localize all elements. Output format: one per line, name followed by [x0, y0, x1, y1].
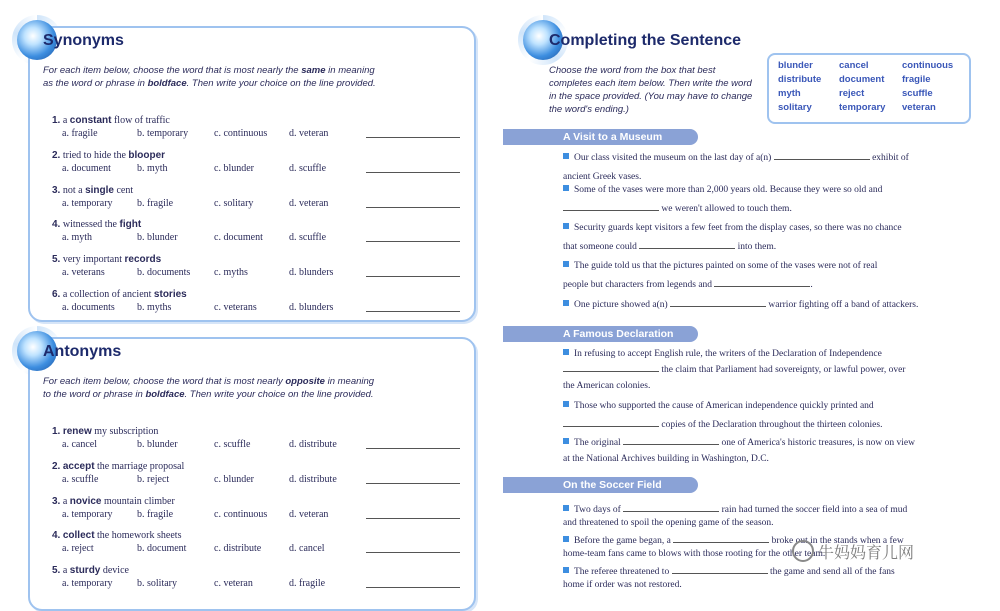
boldface-word: collect [62, 530, 95, 542]
bullet-square-icon [563, 567, 569, 573]
question-number: 2. [52, 149, 61, 161]
question-number: 5. [52, 565, 61, 577]
word-box-word: continuous [902, 60, 954, 71]
question-text: not a [62, 184, 86, 196]
bullet-square-icon [563, 401, 569, 407]
question-text: cent [113, 184, 134, 196]
answer-option[interactable]: a. reject [62, 543, 94, 555]
museum-item-3: Security guards kept visitors a few feet from the display cases, so there was no chance that someone could into them. [563, 223, 902, 252]
bullet-square-icon [563, 505, 569, 511]
section-banner-soccer: On the Soccer Field [503, 477, 698, 493]
answer-option[interactable]: b. reject [137, 473, 170, 485]
question-prompt [52, 289, 462, 300]
word-box-word: fragile [902, 74, 931, 85]
answer-option[interactable]: b. blunder [137, 439, 178, 450]
answer-blank[interactable] [563, 201, 659, 211]
bullet-square-icon [563, 261, 569, 267]
question-item [52, 254, 462, 281]
answer-line[interactable] [366, 241, 460, 242]
question-item [52, 426, 462, 453]
question-text: tried to hide the [62, 149, 129, 161]
answer-line[interactable] [366, 207, 460, 208]
question-item [52, 496, 462, 523]
question-number: 2. [52, 460, 61, 472]
question-item [52, 565, 462, 592]
answer-option[interactable]: b. document [137, 543, 187, 555]
answer-line[interactable] [366, 552, 460, 553]
question-text: witnessed the [62, 219, 120, 231]
question-number: 1. [52, 115, 61, 126]
boldface-word: fight [119, 219, 142, 231]
answer-option[interactable]: c. document [214, 232, 263, 244]
answer-option[interactable]: c. veteran [214, 578, 253, 590]
answer-option[interactable]: c. blunder [214, 162, 254, 174]
question-item [52, 461, 462, 488]
question-text: a collection of ancient [62, 289, 154, 300]
word-box-word: reject [839, 88, 865, 99]
boldface-word: constant [69, 115, 112, 126]
answer-option[interactable]: a. temporary [62, 197, 113, 209]
answer-blank[interactable] [639, 239, 735, 249]
answer-option[interactable]: a. document [62, 162, 111, 174]
answer-option[interactable]: b. myth [137, 162, 168, 174]
answer-option[interactable]: a. cancel [62, 439, 97, 450]
word-box-word: distribute [778, 74, 822, 85]
answer-line[interactable] [366, 311, 460, 312]
word-box-word: veteran [902, 102, 936, 113]
bullet-square-icon [563, 300, 569, 306]
boldface-word: sturdy [69, 565, 101, 577]
answer-blank[interactable] [673, 533, 769, 543]
answer-option[interactable]: a. scuffle [62, 473, 99, 485]
answer-blank[interactable] [563, 362, 659, 372]
bullet-square-icon [563, 438, 569, 444]
bullet-square-icon [563, 185, 569, 191]
declaration-item-3: The original one of America's historic treasures, is now on view at the National Archives building in Washington, D.C. [563, 435, 963, 467]
answer-option[interactable]: c. veterans [214, 302, 257, 313]
answer-option[interactable]: d. blunders [289, 302, 334, 313]
question-item [52, 185, 462, 212]
question-text: device [100, 565, 129, 577]
question-text: a [62, 565, 70, 577]
question-number: 1. [52, 426, 61, 437]
answer-option[interactable]: a. veterans [62, 267, 105, 279]
question-number: 5. [52, 254, 61, 266]
answer-blank[interactable] [672, 564, 768, 574]
answer-option[interactable]: d. blunders [289, 267, 334, 279]
question-prompt [52, 530, 462, 541]
question-number: 4. [52, 530, 61, 542]
boldface-word: renew [62, 426, 92, 437]
word-box-word: blunder [778, 60, 813, 71]
answer-option[interactable]: b. temporary [137, 128, 189, 139]
answer-option[interactable]: b. solitary [137, 578, 177, 590]
word-box-word: document [839, 74, 885, 85]
answer-option[interactable]: b. documents [137, 267, 191, 279]
soccer-item-2: Before the game began, a broke out in the stands when a few home-team fans came to blows with those rooting for the other team. [563, 533, 963, 561]
synonyms-title: Synonyms [43, 32, 124, 49]
declaration-item-1: In refusing to accept English rule, the writers of the Declaration of Independence the claim that Parliament had sovereignty, or lawful power, over the American colonies. [563, 349, 906, 391]
answer-option[interactable]: c. myths [214, 267, 248, 279]
boldface-word: single [85, 184, 114, 196]
question-prompt [52, 185, 462, 196]
question-number: 4. [52, 219, 61, 231]
answer-option[interactable]: a. temporary [62, 508, 113, 520]
answer-line[interactable] [366, 172, 460, 173]
answer-blank[interactable] [623, 502, 719, 512]
answer-option[interactable]: d. distribute [289, 473, 337, 485]
question-number: 6. [52, 289, 61, 300]
word-box-word: myth [778, 88, 801, 99]
answer-option[interactable]: a. fragile [62, 128, 98, 139]
answer-blank[interactable] [623, 435, 719, 445]
answer-option[interactable]: d. scuffle [289, 232, 327, 244]
question-text: flow of traffic [111, 115, 170, 126]
section-banner-museum: A Visit to a Museum [503, 129, 698, 145]
museum-item-4: The guide told us that the pictures painted on some of the vases were not of real people but characters from legends and . [563, 261, 878, 290]
word-box-word: cancel [839, 60, 869, 71]
bullet-square-icon [563, 536, 569, 542]
question-item [52, 150, 462, 177]
boldface-word: accept [62, 460, 95, 472]
answer-option[interactable]: c. continuous [214, 128, 268, 139]
answer-option[interactable]: c. continuous [214, 508, 268, 520]
answer-option[interactable]: b. fragile [137, 197, 174, 209]
question-prompt [52, 461, 462, 472]
answer-line[interactable] [366, 137, 460, 138]
question-number: 3. [52, 495, 61, 507]
question-text: my subscription [91, 426, 159, 437]
boldface-word: stories [153, 289, 187, 300]
bullet-square-icon [563, 153, 569, 159]
answer-blank[interactable] [774, 150, 870, 160]
word-box-word: temporary [839, 102, 886, 113]
answer-option[interactable]: c. distribute [214, 543, 262, 555]
question-text: the marriage proposal [94, 460, 185, 472]
completing-instructions: Choose the word from the box that best completes each item below. Then write the word in the space provided. (You may have to change the word's ending.) [549, 65, 753, 115]
answer-option[interactable]: a. temporary [62, 578, 113, 590]
answer-option[interactable]: a. myth [62, 232, 92, 244]
answer-blank[interactable] [670, 297, 766, 307]
question-prompt [52, 254, 462, 265]
answer-line[interactable] [366, 276, 460, 277]
answer-option[interactable]: d. fragile [289, 578, 326, 590]
answer-option[interactable]: d. veteran [289, 128, 329, 139]
word-box [767, 53, 971, 124]
question-item [52, 219, 462, 246]
answer-line[interactable] [366, 518, 460, 519]
question-number: 3. [52, 184, 61, 196]
question-text: the homework sheets [94, 530, 182, 542]
museum-item-2: Some of the vases were more than 2,000 years old. Because they were so old and we weren't allowed to touch them. [563, 181, 963, 219]
question-prompt [52, 115, 462, 126]
question-prompt [52, 219, 462, 230]
boldface-word: novice [69, 495, 102, 507]
declaration-item-2: Those who supported the cause of American independence quickly printed and copies of the Declaration throughout the thirteen colonies. [563, 397, 963, 435]
question-text: a [62, 115, 70, 126]
bullet-square-icon [563, 349, 569, 355]
question-item [52, 115, 462, 142]
answer-option[interactable]: d. veteran [289, 508, 329, 520]
soccer-item-1: Two days of rain had turned the soccer field into a sea of mud and threatened to spoil the opening game of the season. [563, 502, 963, 530]
answer-blank[interactable] [714, 277, 810, 287]
question-prompt [52, 150, 462, 161]
antonyms-instructions: For each item below, choose the word that is most nearly opposite in meaning to the word or phrase in boldface. Then write your choice on the line provided. [43, 376, 375, 400]
soccer-item-3: The referee threatened to the game and send all of the fans home if order was not restored. [563, 564, 963, 592]
answer-line[interactable] [366, 448, 460, 449]
question-item [52, 289, 462, 316]
answer-blank[interactable] [563, 417, 659, 427]
answer-option[interactable]: b. blunder [137, 232, 178, 244]
question-text: a [62, 495, 70, 507]
answer-option[interactable]: c. scuffle [214, 439, 251, 450]
question-text: mountain climber [101, 495, 175, 507]
question-prompt [52, 496, 462, 507]
completing-title: Completing the Sentence [549, 32, 742, 49]
answer-option[interactable]: d. scuffle [289, 162, 327, 174]
museum-item-5: One picture showed a(n) warrior fighting off a band of attackers. [563, 296, 963, 315]
question-text: very important [62, 254, 125, 266]
synonyms-instructions: For each item below, choose the word that is most nearly the same in meaning as the word or phrase in boldface. Then write your choice on the line provided. [43, 65, 376, 89]
boldface-word: blooper [128, 149, 166, 161]
answer-option[interactable]: a. documents [62, 302, 115, 313]
bullet-square-icon [563, 223, 569, 229]
section-banner-declaration: A Famous Declaration [503, 326, 698, 342]
antonyms-title: Antonyms [43, 343, 122, 360]
word-box-word: scuffle [902, 88, 933, 99]
question-prompt [52, 565, 462, 576]
answer-line[interactable] [366, 587, 460, 588]
museum-item-1: Our class visited the museum on the last day of a(n) exhibit of ancient Greek vases. [563, 149, 963, 187]
answer-line[interactable] [366, 483, 460, 484]
answer-option[interactable]: d. cancel [289, 543, 325, 555]
answer-option[interactable]: d. veteran [289, 197, 329, 209]
answer-option[interactable]: b. myths [137, 302, 172, 313]
word-box-word: solitary [778, 102, 812, 113]
watermark: 牛妈妈育儿网 [792, 540, 914, 563]
answer-option[interactable]: d. distribute [289, 439, 337, 450]
answer-option[interactable]: c. blunder [214, 473, 254, 485]
watermark-logo-icon [792, 540, 814, 562]
answer-option[interactable]: b. fragile [137, 508, 174, 520]
question-prompt [52, 426, 462, 437]
question-item [52, 530, 462, 557]
answer-option[interactable]: c. solitary [214, 197, 254, 209]
boldface-word: records [124, 254, 162, 266]
